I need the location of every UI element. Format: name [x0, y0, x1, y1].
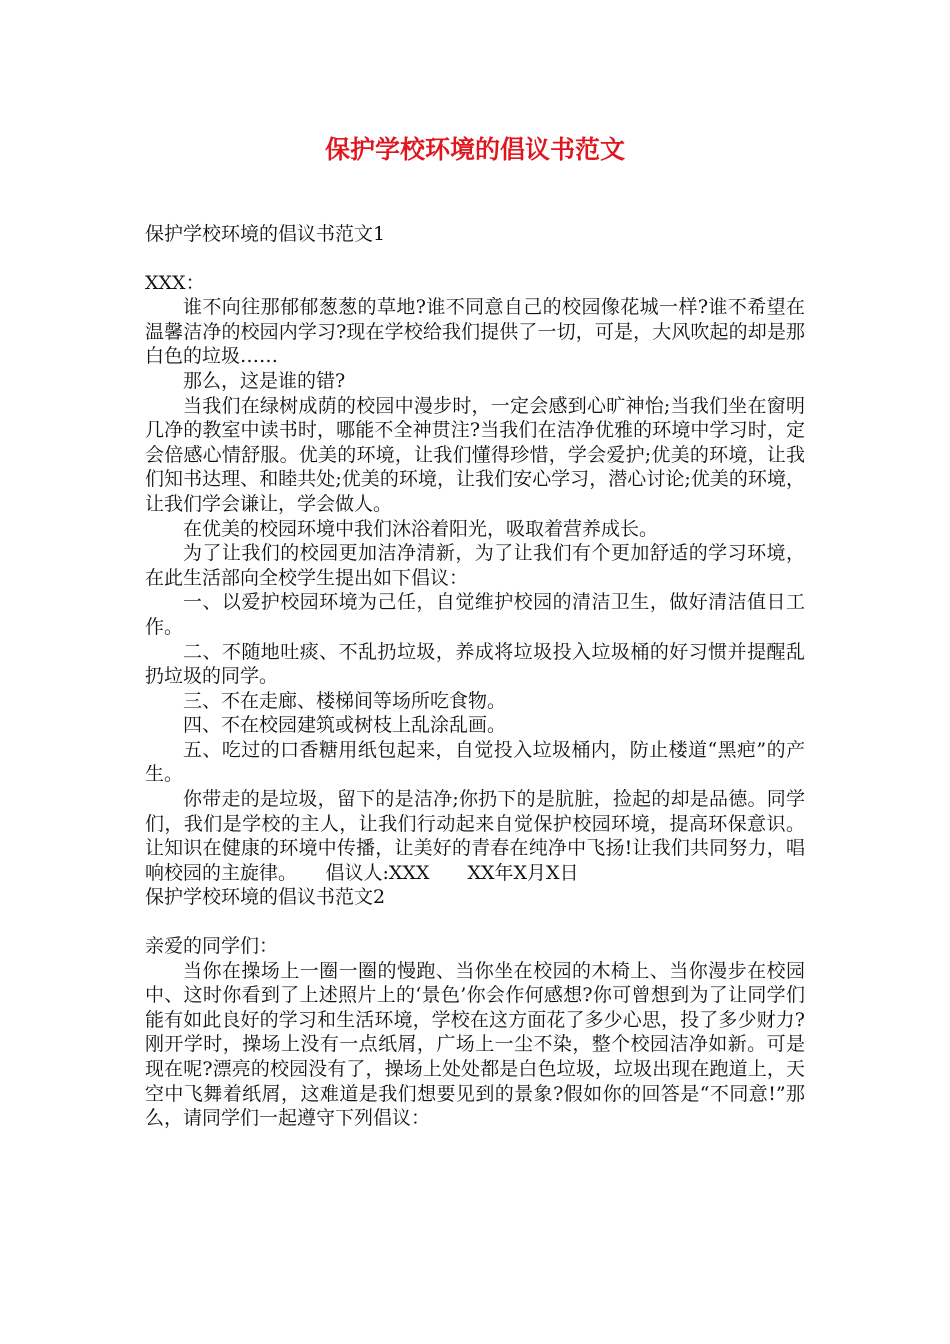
paragraph: 谁不向往那郁郁葱葱的草地?谁不同意自己的校园像花城一样?谁不希望在温馨洁净的校园内学习?现在学校给我们提供了一切，可是，大风吹起的却是那白色的垃圾…… — [145, 296, 805, 368]
proposal-item-4: 四、不在校园建筑或树枝上乱涂乱画。 — [183, 714, 507, 737]
section-heading-2: 保护学校环境的倡议书范文2 — [145, 886, 386, 909]
document-title: 保护学校环境的倡议书范文 — [324, 135, 625, 164]
paragraph: 在优美的校园环境中我们沐浴着阳光，吸取着营养成长。 — [183, 517, 659, 540]
proposal-item-3: 三、不在走廊、楼梯间等场所吃食物。 — [183, 689, 507, 712]
paragraph: 当我们在绿树成荫的校园中漫步时，一定会感到心旷神怡;当我们坐在窗明几净的教室中读书时，哪能不全神贯注?当我们在洁净优雅的环境中学习时，定会倍感心情舒服。优美的环境，让我们懂得珍惜，学会爱护;优美的环境，让我们知书达理、和睦共处;优美的环境，让我们安心学习，潜心讨论;优美的环境，让我们学会谦让，学会做人。 — [145, 394, 805, 515]
document-body — [145, 222, 805, 1131]
salutation-2: 亲爱的同学们： — [145, 935, 279, 958]
proposal-item-5: 五、吃过的口香糖用纸包起来，自觉投入垃圾桶内，防止楼道“黑疤”的产生。 — [145, 738, 805, 786]
paragraph-closing: 你带走的是垃圾，留下的是洁净;你扔下的是肮脏，捡起的却是品德。同学们，我们是学校的主人，让我们行动起来自觉保护校园环境，提高环保意识。让知识在健康的环境中传播，让美好的青春在纯净中飞扬!让我们共同努力，唱响校园的主旋律。 倡议人:XXX XX年X月X日 — [145, 788, 805, 884]
paragraph: 为了让我们的校园更加洁净清新，为了让我们有个更加舒适的学习环境，在此生活部向全校学生提出如下倡议： — [145, 542, 805, 589]
section-heading-1: 保护学校环境的倡议书范文1 — [145, 223, 386, 245]
proposal-item-1: 一、以爱护校园环境为己任，自觉维护校园的清洁卫生，做好清洁值日工作。 — [145, 591, 805, 638]
paragraph: 当你在操场上一圈一圈的慢跑、当你坐在校园的木椅上、当你漫步在校园中、这时你看到了上述照片上的‘景色’你会作何感想?你可曾想到为了让同学们能有如此良好的学习和生活环境，学校在这方面花了多少心思，投了多少财力? 刚开学时，操场上没有一点纸屑，广场上一尘不染，整个校园洁净如新。可是现在呢?漂亮的校园没有了，操场上处处都是白色垃圾，垃圾出现在跑道上，天空中飞舞着纸屑，这难道是我们想要见到的景象?假如你的回答是“不同意!”那么，请同学们一起遵守下列倡议： — [145, 959, 805, 1130]
proposal-item-2: 二、不随地吐痰、不乱扔垃圾，养成将垃圾投入垃圾桶的好习惯并提醒乱扔垃圾的同学。 — [145, 640, 805, 688]
salutation-1: XXX： — [145, 271, 205, 294]
paragraph: 那么，这是谁的错? — [183, 369, 346, 392]
